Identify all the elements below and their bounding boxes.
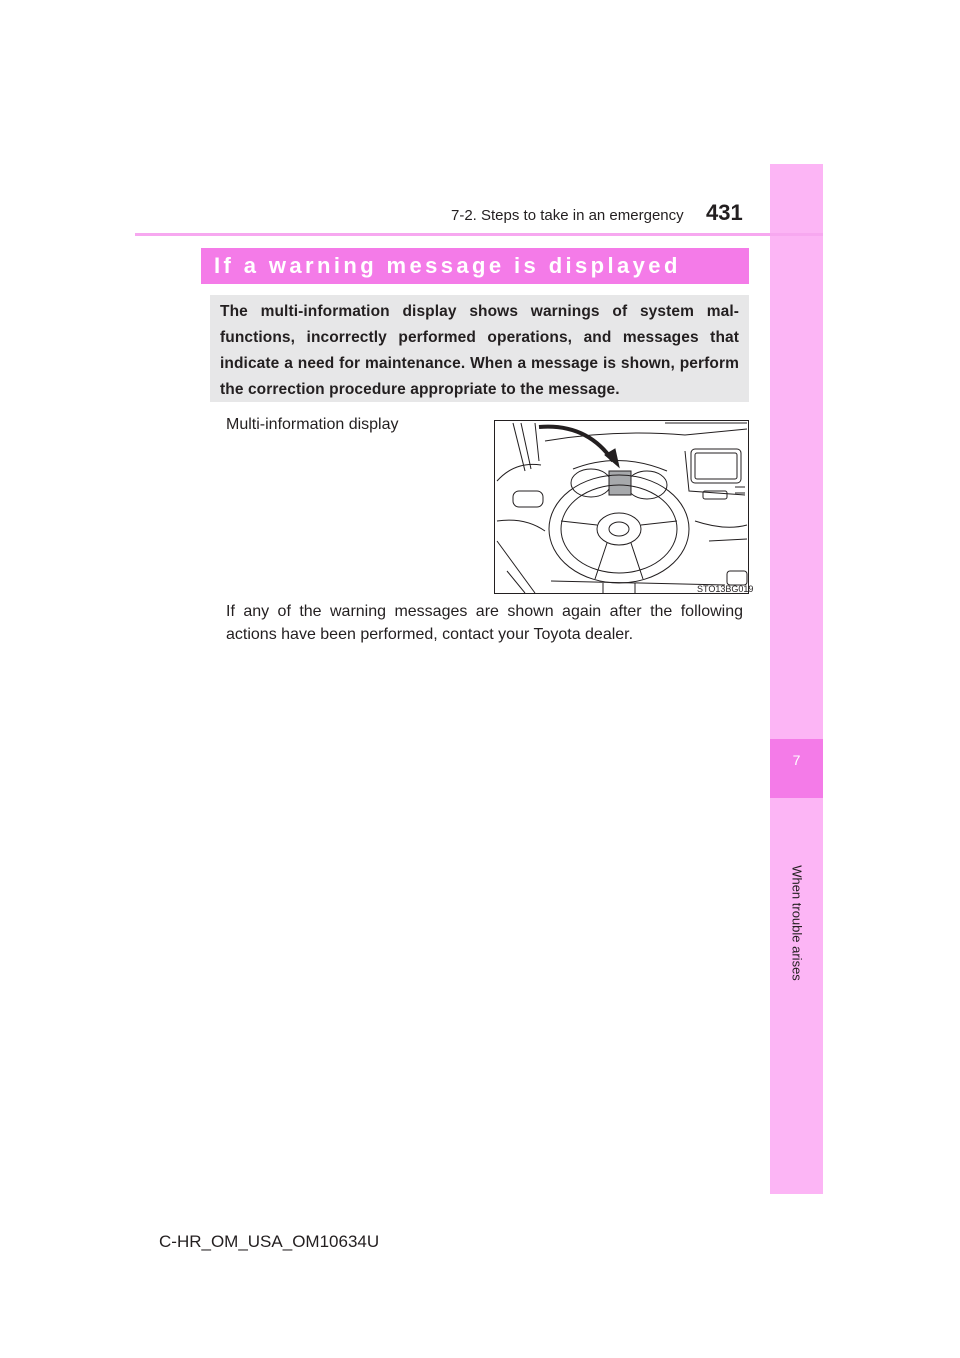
figure-caption: Multi-information display [226, 416, 399, 433]
running-header: 7-2. Steps to take in an emergency [451, 207, 684, 224]
intro-box [210, 295, 749, 402]
header-rule [135, 233, 823, 236]
page-number: 431 [706, 200, 743, 225]
figure-code: STO13BG019 [697, 584, 754, 594]
body-paragraph: If any of the warning messages are shown again after the following actions have been performed, contact your Toyota dealer. [226, 603, 743, 643]
intro-text: The multi-information display shows warnings of system mal-functions, incorrectly performed operations, and messages that indicate a need for maintenance. When a message is shown, perform the correction procedure appropriate to the message. [220, 303, 739, 398]
chapter-number: 7 [792, 752, 801, 768]
side-tab [770, 164, 823, 1194]
section-title: If a warning message is displayed [214, 253, 681, 278]
chapter-title: When trouble arises [789, 865, 805, 981]
dashboard-illustration [494, 420, 749, 594]
footer-code: C-HR_OM_USA_OM10634U [159, 1232, 380, 1251]
chapter-tab-highlight [770, 739, 823, 798]
